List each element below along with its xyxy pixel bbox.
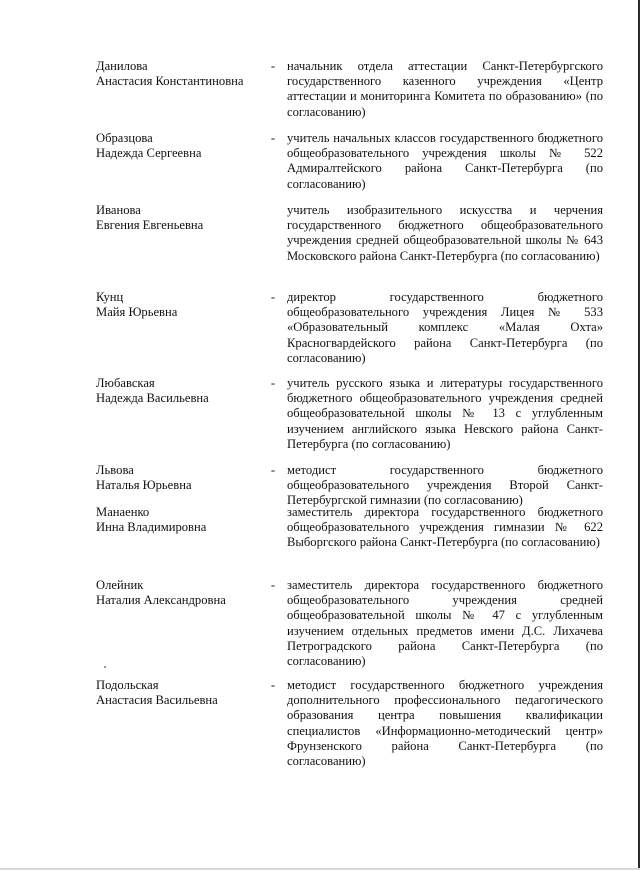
member-surname: Манаенко: [96, 505, 150, 519]
entry-dash: -: [270, 678, 276, 692]
member-position: учитель русского языка и литературы государственного бюджетного общеобразовательного учреждения средней общеобразовательной школы № 13 с углубленным изучением английского языка Невского района Санкт-Петербурга (по согласованию): [287, 376, 603, 451]
member-name: [96, 290, 276, 320]
member-given-names: Надежда Васильевна: [96, 391, 209, 406]
entry-dash: -: [270, 131, 276, 145]
scan-speck: [104, 666, 106, 668]
member-given-names: Наталья Юрьевна: [96, 478, 192, 493]
member-position: начальник отдела аттестации Санкт-Петербургского государственного казенного учреждения «Центр аттестации и мониторинга Комитета по образованию» (по согласованию): [287, 59, 603, 119]
entry-dash: -: [270, 578, 276, 592]
entry-dash: -: [270, 463, 276, 477]
member-name: [96, 678, 276, 708]
member-name: [96, 376, 276, 406]
member-surname: Образцова: [96, 131, 153, 145]
member-name: [96, 578, 276, 608]
member-given-names: Майя Юрьевна: [96, 305, 178, 320]
member-name: [96, 59, 276, 89]
entry-dash: -: [270, 59, 276, 73]
member-name: [96, 203, 276, 233]
member-given-names: Анастасия Васильевна: [96, 693, 218, 708]
member-surname: Любавская: [96, 376, 155, 390]
member-given-names: Анастасия Константиновна: [96, 74, 244, 89]
member-given-names: Евгения Евгеньевна: [96, 218, 204, 233]
member-surname: Данилова: [96, 59, 148, 73]
member-surname: Иванова: [96, 203, 141, 217]
member-surname: Подольская: [96, 678, 159, 692]
member-surname: Львова: [96, 463, 134, 477]
member-name: [96, 505, 276, 535]
member-surname: Кунц: [96, 290, 124, 304]
member-given-names: Наталия Александровна: [96, 593, 226, 608]
member-position: методист государственного бюджетного учреждения дополнительного профессионального педагогического образования центра повышения квалификации специалистов «Информационно-методический центр» Фрунзенского района Санкт-Петербурга (по согласованию): [287, 678, 603, 769]
member-position: директор государственного бюджетного общеобразовательного учреждения Лицея № 533 «Образовательный комплекс «Малая Охта» Красногвардейского района Санкт-Петербурга (по согласованию): [287, 290, 603, 365]
member-position: учитель изобразительного искусства и черчения государственного бюджетного общеобразовательного учреждения средней общеобразовательной школы № 643 Московского района Санкт-Петербурга (по согласованию): [287, 203, 603, 263]
member-position: учитель начальных классов государственного бюджетного общеобразовательного учреждения школы № 522 Адмиралтейского района Санкт-Петербурга (по согласованию): [287, 131, 603, 191]
entry-dash: -: [270, 290, 276, 304]
member-name: [96, 463, 276, 493]
member-given-names: Инна Владимировна: [96, 520, 207, 535]
member-name: [96, 131, 276, 161]
member-position: методист государственного бюджетного общеобразовательного учреждения Второй Санкт-Петербургской гимназии (по согласованию): [287, 463, 603, 508]
member-position: заместитель директора государственного бюджетного общеобразовательного учреждения средней общеобразовательной школы № 47 с углубленным изучением отдельных предметов имени Д.С. Лихачева Петроградского района Санкт-Петербурга (по согласованию): [287, 578, 603, 669]
entry-dash: -: [270, 376, 276, 390]
member-position: заместитель директора государственного бюджетного общеобразовательного учреждения гимназии № 622 Выборгского района Санкт-Петербурга (по согласованию): [287, 505, 603, 550]
member-given-names: Надежда Сергеевна: [96, 146, 202, 161]
member-surname: Олейник: [96, 578, 144, 592]
